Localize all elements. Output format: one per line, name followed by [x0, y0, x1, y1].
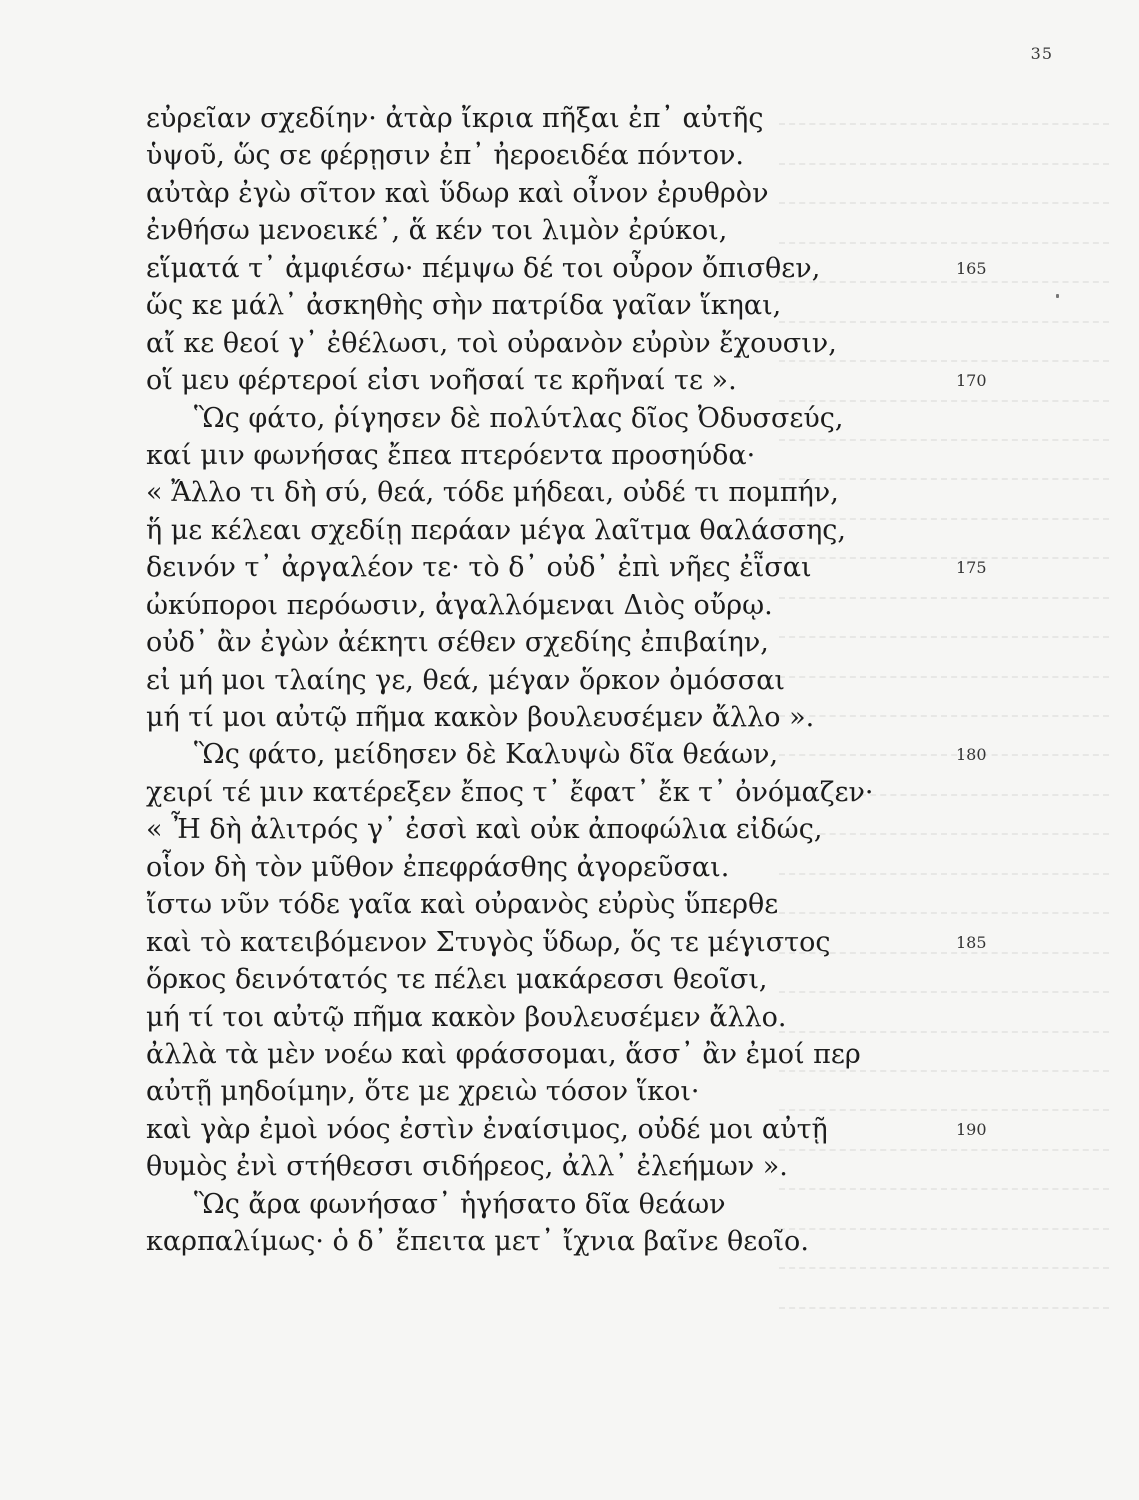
verse-text: Ὣς ἄρα φωνήσασ᾽ ἡγήσατο δῖα θεάων [194, 1188, 726, 1220]
verse-text: « Ἦ δὴ ἀλιτρός γ᾽ ἐσσὶ καὶ οὐκ ἀποφώλια εἰδώς, [146, 814, 823, 846]
verse-line [146, 325, 906, 362]
ink-speck [1056, 294, 1059, 298]
line-number: 165 [956, 258, 987, 278]
verse-line [146, 400, 906, 437]
verse-line [146, 849, 906, 886]
verse-line [146, 175, 906, 212]
verse-text: εἰ μή μοι τλαίης γε, θεά, μέγαν ὅρκον ὀμόσσαι [146, 664, 786, 696]
verse-text: δεινόν τ᾽ ἀργαλέον τε· τὸ δ᾽ οὐδ᾽ ἐπὶ νῆες ἐῗσαι [146, 552, 812, 584]
verse-line [146, 774, 906, 811]
verse-text: χειρί τέ μιν κατέρεξεν ἔπος τ᾽ ἔφατ᾽ ἔκ τ᾽ ὀνόμαζεν· [146, 776, 874, 808]
verse-line [146, 137, 906, 174]
verse-text: ἥ με κέλεαι σχεδίῃ περάαν μέγα λαῖτμα θαλάσσης, [146, 514, 846, 546]
verse-text: εἵματά τ᾽ ἀμφιέσω· πέμψω δέ τοι οὖρον ὄπισθεν, [146, 252, 821, 284]
verse-line [146, 699, 906, 736]
verse-text: αὐτὰρ ἐγὼ σῖτον καὶ ὕδωρ καὶ οἶνον ἐρυθρὸν [146, 177, 769, 209]
line-number: 190 [956, 1119, 987, 1139]
verse-line [146, 250, 987, 287]
verse-line [146, 1036, 906, 1073]
verse-text: Ὣς φάτο, ῥίγησεν δὲ πολύτλας δῖος Ὀδυσσεύς, [194, 402, 844, 434]
verse-text: μή τί τοι αὐτῷ πῆμα κακὸν βουλευσέμεν ἄλλο. [146, 1001, 787, 1033]
verse-text: αἴ κε θεοί γ᾽ ἐθέλωσι, τοὶ οὐρανὸν εὐρὺν ἔχουσιν, [146, 327, 837, 359]
verse-line [146, 1148, 906, 1185]
verse-text: ὥς κε μάλ᾽ ἀσκηθὴς σὴν πατρίδα γαῖαν ἵκηαι, [146, 290, 782, 322]
verse-text: ὠκύποροι περόωσιν, ἀγαλλόμεναι Διὸς οὔρῳ. [146, 589, 773, 621]
verse-line [146, 512, 906, 549]
verse-text: καὶ τὸ κατειβόμενον Στυγὸς ὕδωρ, ὅς τε μέγιστος [146, 926, 831, 958]
line-number: 185 [956, 932, 987, 952]
verse-block [146, 100, 987, 1261]
page-number: 35 [1030, 44, 1053, 63]
line-number: 175 [956, 558, 987, 578]
verse-text: ὑψοῦ, ὥς σε φέρῃσιν ἐπ᾽ ἠεροειδέα πόντον. [146, 140, 744, 172]
verse-text: θυμὸς ἐνὶ στήθεσσι σιδήρεος, ἀλλ᾽ ἐλεήμων ». [146, 1151, 788, 1183]
verse-line [146, 886, 906, 923]
verse-text: ἀλλὰ τὰ μὲν νοέω καὶ φράσσομαι, ἅσσ᾽ ἂν ἐμοί περ [146, 1038, 861, 1070]
verse-line [146, 437, 906, 474]
verse-text: εὐρεῖαν σχεδίην· ἀτὰρ ἴκρια πῆξαι ἐπ᾽ αὐτῆς [146, 103, 764, 134]
line-number: 180 [956, 745, 987, 765]
verse-line [146, 212, 906, 249]
verse-line [146, 736, 987, 773]
verse-text: « Ἄλλο τι δὴ σύ, θεά, τόδε μήδεαι, οὐδέ τι πομπήν, [146, 477, 839, 509]
verse-line [146, 924, 987, 961]
verse-text: οὐδ᾽ ἂν ἐγὼν ἀέκητι σέθεν σχεδίης ἐπιβαίην, [146, 627, 769, 659]
verse-line [146, 100, 906, 137]
verse-text: ὅρκος δεινότατός τε πέλει μακάρεσσι θεοῖσι, [146, 964, 768, 996]
verse-line [146, 999, 906, 1036]
verse-text: Ὣς φάτο, μείδησεν δὲ Καλυψὼ δῖα θεάων, [194, 739, 779, 771]
verse-line [146, 362, 987, 399]
verse-text: ἴστω νῦν τόδε γαῖα καὶ οὐρανὸς εὐρὺς ὕπερθε [146, 889, 779, 921]
verse-line [146, 474, 906, 511]
verse-line [146, 1223, 906, 1260]
verse-line [146, 624, 906, 661]
verse-line [146, 1111, 987, 1148]
verse-line [146, 1186, 906, 1223]
verse-text: αὐτῇ μηδοίμην, ὅτε με χρειὼ τόσον ἵκοι· [146, 1076, 700, 1108]
verse-text: καί μιν φωνήσας ἔπεα πτερόεντα προσηύδα· [146, 439, 756, 471]
verse-text: οἷον δὴ τὸν μῦθον ἐπεφράσθης ἀγορεῦσαι. [146, 851, 730, 883]
verse-line [146, 287, 906, 324]
verse-text: ἐνθήσω μενοεικέ᾽, ἅ κέν τοι λιμὸν ἐρύκοι, [146, 215, 728, 247]
verse-text: καὶ γὰρ ἐμοὶ νόος ἐστὶν ἐναίσιμος, οὐδέ μοι αὐτῇ [146, 1113, 828, 1145]
verse-text: καρπαλίμως· ὁ δ᾽ ἔπειτα μετ᾽ ἴχνια βαῖνε θεοῖο. [146, 1226, 809, 1258]
verse-line [146, 662, 906, 699]
verse-line [146, 961, 906, 998]
verse-text: μή τί μοι αὐτῷ πῆμα κακὸν βουλευσέμεν ἄλλο ». [146, 702, 815, 733]
line-number: 170 [956, 371, 987, 391]
verse-line [146, 549, 987, 586]
verse-line [146, 1073, 906, 1110]
verse-text: οἵ μευ φέρτεροί εἰσι νοῆσαί τε κρῆναί τε ». [146, 365, 737, 397]
verse-line [146, 587, 906, 624]
verse-line [146, 811, 906, 848]
